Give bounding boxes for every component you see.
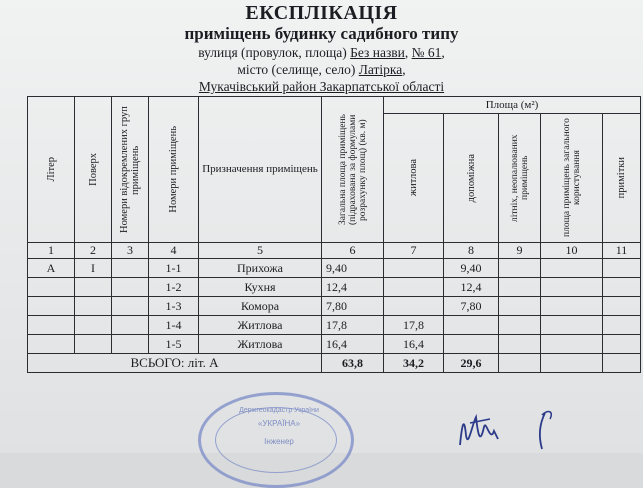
- cell-living: 17,8: [384, 316, 444, 335]
- col-number: 11: [603, 243, 641, 259]
- cell-purpose: Комора: [199, 297, 322, 316]
- cell-notes: [603, 335, 641, 354]
- col-header-liter: Літер: [28, 97, 75, 243]
- official-stamp: [198, 392, 354, 488]
- col-number: 7: [384, 243, 444, 259]
- cell-group: [112, 335, 149, 354]
- street-line: вулиця (провулок, площа) Без назви, № 61,: [198, 45, 445, 60]
- cell-notes: [603, 297, 641, 316]
- col-number: 3: [112, 243, 149, 259]
- cell-group: [112, 278, 149, 297]
- col-number: 9: [499, 243, 541, 259]
- total-row: [28, 354, 641, 373]
- stamp-text: Держгеокадастр України: [239, 407, 319, 414]
- cell-living: [384, 278, 444, 297]
- handwritten-signature: [450, 405, 590, 453]
- street-label: вулиця (провулок, площа): [198, 45, 347, 60]
- table-row: [28, 316, 641, 335]
- col-header-purpose: Призначення приміщень: [199, 97, 322, 243]
- cell-summer: [499, 278, 541, 297]
- cell-liter: [28, 278, 75, 297]
- document-subtitle: приміщень будинку садибного типу: [184, 24, 459, 43]
- cell-common: [541, 354, 603, 373]
- col-header-auxiliary: допоміжна: [444, 114, 499, 243]
- cell-notes: [603, 316, 641, 335]
- city-label: місто (селище, село): [237, 62, 356, 77]
- total-living-value: 34,2: [384, 354, 444, 373]
- table-row: [28, 335, 641, 354]
- total-label: ВСЬОГО: літ. А: [28, 354, 322, 373]
- cell-purpose: Житлова: [199, 316, 322, 335]
- col-number: 2: [75, 243, 112, 259]
- cell-liter: [28, 316, 75, 335]
- cell-common: [541, 316, 603, 335]
- cell-purpose: Прихожа: [199, 259, 322, 278]
- cell-total: 9,40: [322, 259, 384, 278]
- total-area-value: 63,8: [322, 354, 384, 373]
- street-value: Без назви: [350, 45, 405, 60]
- cell-common: [541, 278, 603, 297]
- col-number: 6: [322, 243, 384, 259]
- col-number: 8: [444, 243, 499, 259]
- cell-summer: [499, 297, 541, 316]
- col-header-common: площа приміщень загального користування: [541, 114, 603, 243]
- cell-room: 1-3: [149, 297, 199, 316]
- col-number: 4: [149, 243, 199, 259]
- explication-table: [27, 96, 641, 373]
- house-number: № 61: [411, 45, 442, 60]
- cell-total: 17,8: [322, 316, 384, 335]
- cell-liter: [28, 297, 75, 316]
- table-row: [28, 278, 641, 297]
- col-header-floor: Поверх: [75, 97, 112, 243]
- cell-common: [541, 259, 603, 278]
- col-header-room-numbers: Номери приміщень: [149, 97, 199, 243]
- district-line: Мукачівський район Закарпатської області: [198, 79, 445, 94]
- cell-notes: [603, 259, 641, 278]
- cell-total: 16,4: [322, 335, 384, 354]
- cell-summer: [499, 335, 541, 354]
- cell-liter: А: [28, 259, 75, 278]
- cell-purpose: Житлова: [199, 335, 322, 354]
- cell-aux: [444, 316, 499, 335]
- cell-aux: 9,40: [444, 259, 499, 278]
- cell-common: [541, 335, 603, 354]
- col-header-notes: примітки: [603, 114, 641, 243]
- cell-group: [112, 259, 149, 278]
- col-header-summer: літніх, неопалюваних приміщень: [499, 114, 541, 243]
- stamp-text: Інженер: [264, 437, 294, 446]
- col-number: 10: [541, 243, 603, 259]
- header-row: [28, 97, 641, 114]
- document-title: ЕКСПЛІКАЦІЯ: [245, 2, 398, 24]
- cell-living: [384, 259, 444, 278]
- stamp-text: «УКРАЇНА»: [257, 419, 301, 428]
- cell-living: [384, 297, 444, 316]
- cell-aux: 12,4: [444, 278, 499, 297]
- cell-liter: [28, 335, 75, 354]
- cell-total: 7,80: [322, 297, 384, 316]
- total-aux-value: 29,6: [444, 354, 499, 373]
- cell-common: [541, 297, 603, 316]
- table-row: [28, 297, 641, 316]
- cell-aux: [444, 335, 499, 354]
- cell-room: 1-5: [149, 335, 199, 354]
- col-header-living: житлова: [384, 114, 444, 243]
- cell-summer: [499, 316, 541, 335]
- cell-notes: [603, 354, 641, 373]
- col-header-group-numbers: Номери відокремлених груп приміщень: [112, 97, 149, 243]
- column-number-row: [28, 243, 641, 259]
- cell-living: 16,4: [384, 335, 444, 354]
- cell-floor: [75, 316, 112, 335]
- table-row: [28, 259, 641, 278]
- cell-room: 1-2: [149, 278, 199, 297]
- col-number: 1: [28, 243, 75, 259]
- cell-summer: [499, 259, 541, 278]
- cell-floor: I: [75, 259, 112, 278]
- cell-group: [112, 316, 149, 335]
- cell-floor: [75, 278, 112, 297]
- cell-group: [112, 297, 149, 316]
- col-number: 5: [199, 243, 322, 259]
- col-header-total-area: Загальна площа приміщень (підрахована за формулами розрахунку площ) (кв. м): [322, 97, 384, 243]
- cell-room: 1-1: [149, 259, 199, 278]
- cell-floor: [75, 335, 112, 354]
- cell-summer: [499, 354, 541, 373]
- cell-purpose: Кухня: [199, 278, 322, 297]
- cell-notes: [603, 278, 641, 297]
- cell-aux: 7,80: [444, 297, 499, 316]
- cell-total: 12,4: [322, 278, 384, 297]
- city-value: Латірка: [358, 62, 403, 77]
- cell-room: 1-4: [149, 316, 199, 335]
- col-header-area-group: Площа (м²): [384, 97, 641, 114]
- cell-floor: [75, 297, 112, 316]
- city-line: місто (селище, село) Латірка,: [237, 62, 406, 77]
